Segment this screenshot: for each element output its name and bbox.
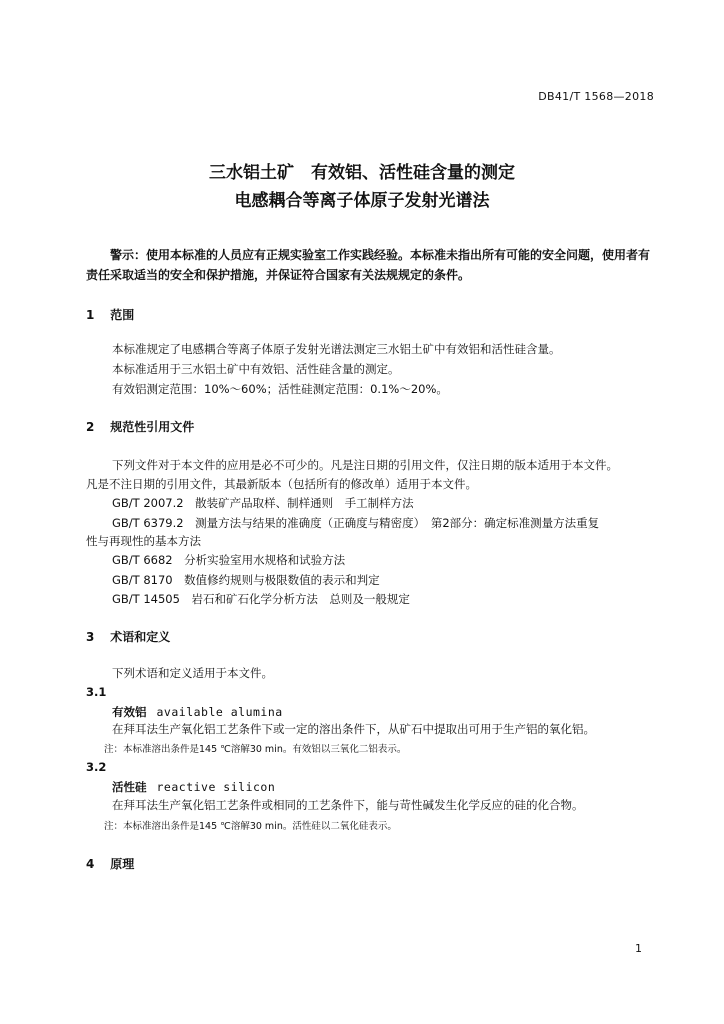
- references-intro-line1: 下列文件对于本文件的应用是必不可少的。凡是注日期的引用文件，仅注日期的版本适用于本文件。: [112, 458, 618, 472]
- scope-paragraph-3: 有效铝测定范围：10%～60%；活性硅测定范围：0.1%～20%。: [112, 382, 448, 396]
- section-title: 原理: [110, 857, 135, 871]
- term-definition: 在拜耳法生产氧化铝工艺条件下或一定的溶出条件下，从矿石中提取出可用于生产铝的氧化铝。: [112, 722, 595, 736]
- clause-number: 3.1: [86, 685, 107, 699]
- clause-number: 3.2: [86, 760, 107, 774]
- reference-item: GB/T 6379.2 测量方法与结果的准确度（正确度与精密度） 第2部分：确定标准测量方法重复: [112, 516, 600, 530]
- section-title: 术语和定义: [110, 630, 171, 644]
- scope-paragraph-2: 本标准适用于三水铝土矿中有效铝、活性硅含量的测定。: [112, 362, 400, 376]
- term-zh: 活性硅: [112, 780, 147, 794]
- term-note: 注：本标准溶出条件是145 ℃溶解30 min。活性硅以二氧化硅表示。: [104, 821, 397, 832]
- term-note: 注：本标准溶出条件是145 ℃溶解30 min。有效铝以三氧化二铝表示。: [104, 744, 407, 755]
- warning-paragraph: 警示：使用本标准的人员应有正规实验室工作实践经验。本标准未指出所有可能的安全问题，使用者有责任采取适当的安全和保护措施，并保证符合国家有关法规规定的条件。: [86, 248, 651, 282]
- section-number: 1: [86, 308, 95, 322]
- term-en: reactive silicon: [156, 780, 276, 794]
- term-reactive-silicon: [112, 779, 275, 795]
- section-heading-terms: [86, 628, 170, 645]
- document-title-line1: 三水铝土矿 有效铝、活性硅含量的测定: [209, 163, 515, 183]
- standard-code: DB41/T 1568—2018: [538, 90, 654, 103]
- page-number: 1: [635, 942, 642, 955]
- term-zh: 有效铝: [112, 705, 147, 719]
- section-number: 3: [86, 630, 95, 644]
- reference-item: GB/T 14505 岩石和矿石化学分析方法 总则及一般规定: [112, 592, 410, 606]
- term-definition: 在拜耳法生产氧化铝工艺条件或相同的工艺条件下，能与苛性碱发生化学反应的硅的化合物。: [112, 798, 584, 812]
- reference-item-continuation: 性与再现性的基本方法: [86, 534, 201, 548]
- section-heading-principle: [86, 855, 134, 872]
- reference-item: GB/T 6682 分析实验室用水规格和试验方法: [112, 553, 346, 567]
- terms-intro: 下列术语和定义适用于本文件。: [112, 666, 273, 680]
- section-title: 规范性引用文件: [110, 420, 195, 434]
- section-heading-scope: [86, 306, 134, 323]
- term-available-alumina: [112, 704, 283, 720]
- section-heading-normative-references: [86, 418, 194, 435]
- scope-paragraph-1: 本标准规定了电感耦合等离子体原子发射光谱法测定三水铝土矿中有效铝和活性硅含量。: [112, 342, 561, 356]
- reference-item: GB/T 2007.2 散装矿产品取样、制样通则 手工制样方法: [112, 496, 414, 510]
- section-title: 范围: [110, 308, 135, 322]
- term-en: available alumina: [156, 705, 283, 719]
- section-number: 2: [86, 420, 95, 434]
- references-intro-line2: 凡是不注日期的引用文件，其最新版本（包括所有的修改单）适用于本文件。: [86, 477, 477, 491]
- document-title-line2: 电感耦合等离子体原子发射光谱法: [234, 191, 490, 211]
- reference-item: GB/T 8170 数值修约规则与极限数值的表示和判定: [112, 573, 380, 587]
- section-number: 4: [86, 857, 95, 871]
